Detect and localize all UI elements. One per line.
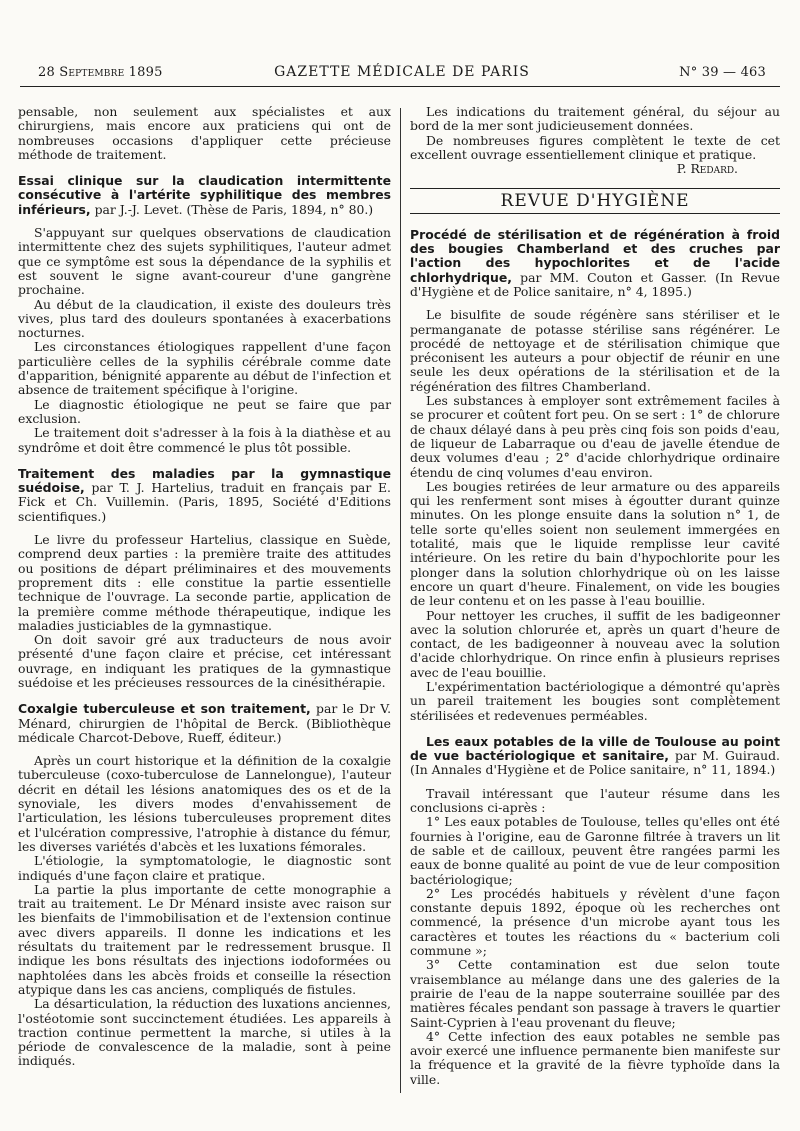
article-heading [18, 702, 391, 745]
continued-paragraph: pensable, non seulement aux spécialistes et aux chirurgiens, mais encore aux praticiens qui ont de nombreuses occasions d'appliquer cette précieuse méthode de traitement. [18, 104, 391, 162]
header-rule [20, 86, 780, 87]
article-paragraph: La désarticulation, la réduction des luxations anciennes, l'ostéotomie sont succinctement étudiées. Les appareils à traction continue permettent la marche, si utiles à la période de convalescence de la maladie, sont à peine indiqués. [18, 996, 391, 1069]
continued-paragraph: Les indications du traitement général, du séjour au bord de la mer sont judicieusement données. [410, 104, 780, 134]
article-byline: par T. J. Hartelius, traduit en français par E. Fick et Ch. Vuillemin. (Paris, 1895, Société d'Editions scientifiques.) [18, 480, 391, 524]
article-paragraph: Le bisulfite de soude régénère sans stériliser et le permanganate de potasse stérilise sans régénérer. Le procédé de nettoyage et de stérilisation chimique que préconisent les auteurs a pour objectif de réunir en une seule les deux opérations de la stérilisation et de la régénération des filtres Chamberland. [410, 307, 780, 394]
article-paragraph: Les circonstances étiologiques rappellent d'une façon particulière celles de la syphilis cérébrale comme date d'apparition, bénignité apparente au début de l'infection et absence de traitement spécifique à l'origine. [18, 339, 391, 398]
article-heading [410, 735, 780, 778]
article-paragraph: Le diagnostic étiologique ne peut se faire que par exclusion. [18, 396, 391, 426]
article-heading [18, 467, 391, 524]
article-paragraph: Pour nettoyer les cruches, il suffit de les badigeonner avec la solution chlorurée et, après un quart d'heure de contact, de les badigeonner à nouveau avec la solution d'acide chlorhydrique. On rince enfin à plusieurs reprises avec de l'eau bouillie. [410, 607, 780, 680]
article-paragraph: Les bougies retirées de leur armature ou des appareils qui les renferment sont mises à égoutter durant quinze minutes. On les plonge ensuite dans la solution n° 1, de telle sorte qu'elles soient non seulement immergées en totalité, mais que le liquide remplisse leur cavité intérieure. On les retire du bain d'hypochlorite pour les plonger dans la solution chlorhydrique où on les laisse encore un quart d'heure. Finalement, on vide les bougies de leur contenu et on les passe à l'eau bouillie. [410, 478, 780, 609]
article-gymnastique [18, 467, 391, 690]
article-title: Procédé de stérilisation et de régénération à froid des bougies Chamberland et des cruches par l'action des hypochlorites et de l'acide chlorhydrique, [410, 226, 780, 285]
column-divider [400, 108, 401, 1093]
article-paragraph: Le traitement doit s'adresser à la fois à la diathèse et au syndrôme et doit être commencé le plus tôt possible. [18, 425, 391, 455]
article-heading [410, 228, 780, 299]
article-paragraph: Au début de la claudication, il existe des douleurs très vives, plus tard des douleurs spontanées à exacerbations nocturnes. [18, 296, 391, 341]
list-item: 4° Cette infection des eaux potables ne semble pas avoir exercé une influence permanente bien manifeste sur la fréquence et la gravité de la fièvre typhoïde dans la ville. [410, 1028, 780, 1087]
article-title: Coxalgie tuberculeuse et son traitement, [18, 701, 311, 717]
article-claudication [18, 174, 391, 455]
article-paragraph: Le livre du professeur Hartelius, classique en Suède, comprend deux parties : la première traite des attitudes ou positions de départ préliminaires et des mouvements proprement dits : elle constitue la partie essentielle technique de l'ouvrage. La seconde partie, application de la première comme méthode thérapeutique, indique les maladies justiciables de la gymnastique. [18, 532, 391, 633]
continued-paragraph: De nombreuses figures complètent le texte de cet excellent ouvrage essentiellement clinique et pratique. [410, 132, 780, 162]
article-paragraph: Après un court historique et la définition de la coxalgie tuberculeuse (coxo-tuberculose de Lannelongue), l'auteur décrit en détail les lésions anatomiques des os et de la synoviale, les divers modes d'envahissement de l'articulation, les lésions tuberculeuses proprement dites et l'ulcération compressive, l'atrophie à distance du fémur, les diverses variétés d'abcès et les luxations fémorales. [18, 753, 391, 854]
article-title: Les eaux potables de la ville de Toulouse au point de vue bactériologique et sanitaire, [410, 733, 780, 764]
article-paragraph: Travail intéressant que l'auteur résume dans les conclusions ci-après : [410, 785, 780, 816]
right-column [410, 105, 780, 1087]
article-paragraph: La partie la plus importante de cette monographie a trait au traitement. Le Dr Ménard insiste avec raison sur les bienfaits de l'immobilisation et de l'extension continue avec divers appareils. Il donne les indications et les résultats du traitement par le redressement brusque. Il indique les bons résultats des injections iodoformées ou naphtolées dans les abcès froids et conseille la résection atypique dans les cas anciens, compliqués de fistules. [18, 881, 391, 997]
author-signature: P. Redard. [676, 161, 738, 177]
section-heading: REVUE D'HYGIÈNE [410, 188, 780, 213]
article-byline: par MM. Couton et Gasser. (In Revue d'Hygiène et de Police sanitaire, n° 4, 1895.) [410, 269, 780, 299]
article-heading [18, 174, 391, 217]
article-byline: par J.-J. Levet. (Thèse de Paris, 1894, n° 80.) [90, 201, 374, 217]
list-item: 1° Les eaux potables de Toulouse, telles qu'elles ont été fournies à l'origine, eau de Garonne filtrée à travers un lit de sable et de cailloux, peuvent être rangées parmi les eaux de bonne qualité au point de vue de leur composition bactériologique; [410, 814, 780, 887]
list-item: 3° Cette contamination est due selon toute vraisemblance au mélange dans une des galeries de la prairie de l'eau de la nappe souterraine souillée par des matières fécales pendant son passage à travers le quartier Saint-Cyprien à l'eau provenant du fleuve; [410, 957, 780, 1030]
article-byline: par le Dr V. Ménard, chirurgien de l'hôpital de Berck. (Bibliothèque médicale Charcot-Debove, Rueff, éditeur.) [18, 701, 392, 745]
article-eaux-toulouse [410, 735, 780, 1087]
list-item: 2° Les procédés habituels y révèlent d'une façon constante depuis 1892, époque où les recherches ont commencé, la présence d'un microbe ayant tous les caractères et toutes les réactions du « bacterium coli commune »; [410, 885, 780, 959]
article-title: Traitement des maladies par la gymnastique suédoise, [18, 465, 391, 496]
article-paragraph: S'appuyant sur quelques observations de claudication intermittente chez des sujets syphilitiques, l'auteur admet que ce symptôme est sous la dépendance de la syphilis et est souvent le signe avant-coureur d'une gangrène prochaine. [18, 225, 391, 298]
article-paragraph: On doit savoir gré aux traducteurs de nous avoir présenté d'une façon claire et précise, cet intéressant ouvrage, en indiquant les pratiques de la gymnastique suédoise et les précieuses ressources de la cinésithérapie. [18, 632, 391, 690]
issue-date: 28 Septembre 1895 [38, 65, 163, 80]
article-title: Essai clinique sur la claudication intermittente consécutive à l'artérite syphilitique des membres inférieurs, [18, 173, 391, 217]
article-paragraph: Les substances à employer sont extrêmement faciles à se procurer et coûtent fort peu. On se sert : 1° de chlorure de chaux délayé dans à peu près cinq fois son poids d'eau, de liqueur de Labarraque ou d'eau de javelle étendue de deux volumes d'eau ; 2° d'acide chlorhydrique ordinaire étendu de cinq volumes d'eau environ. [410, 393, 780, 480]
article-byline: par M. Guiraud. (In Annales d'Hygiène et de Police sanitaire, n° 11, 1894.) [410, 748, 780, 778]
article-paragraph: L'expérimentation bactériologique a démontré qu'après un pareil traitement les bougies sont complètement stérilisées et redevenues perméables. [410, 678, 780, 723]
page-header [38, 63, 766, 85]
left-column [18, 105, 391, 1069]
article-sterilisation [410, 228, 780, 723]
article-paragraph: L'étiologie, la symptomatologie, le diagnostic sont indiqués d'une façon claire et pratique. [18, 853, 391, 883]
article-coxalgie [18, 702, 391, 1068]
issue-page-number: N° 39 — 463 [679, 65, 766, 80]
journal-title: GAZETTE MÉDICALE DE PARIS [274, 64, 530, 80]
